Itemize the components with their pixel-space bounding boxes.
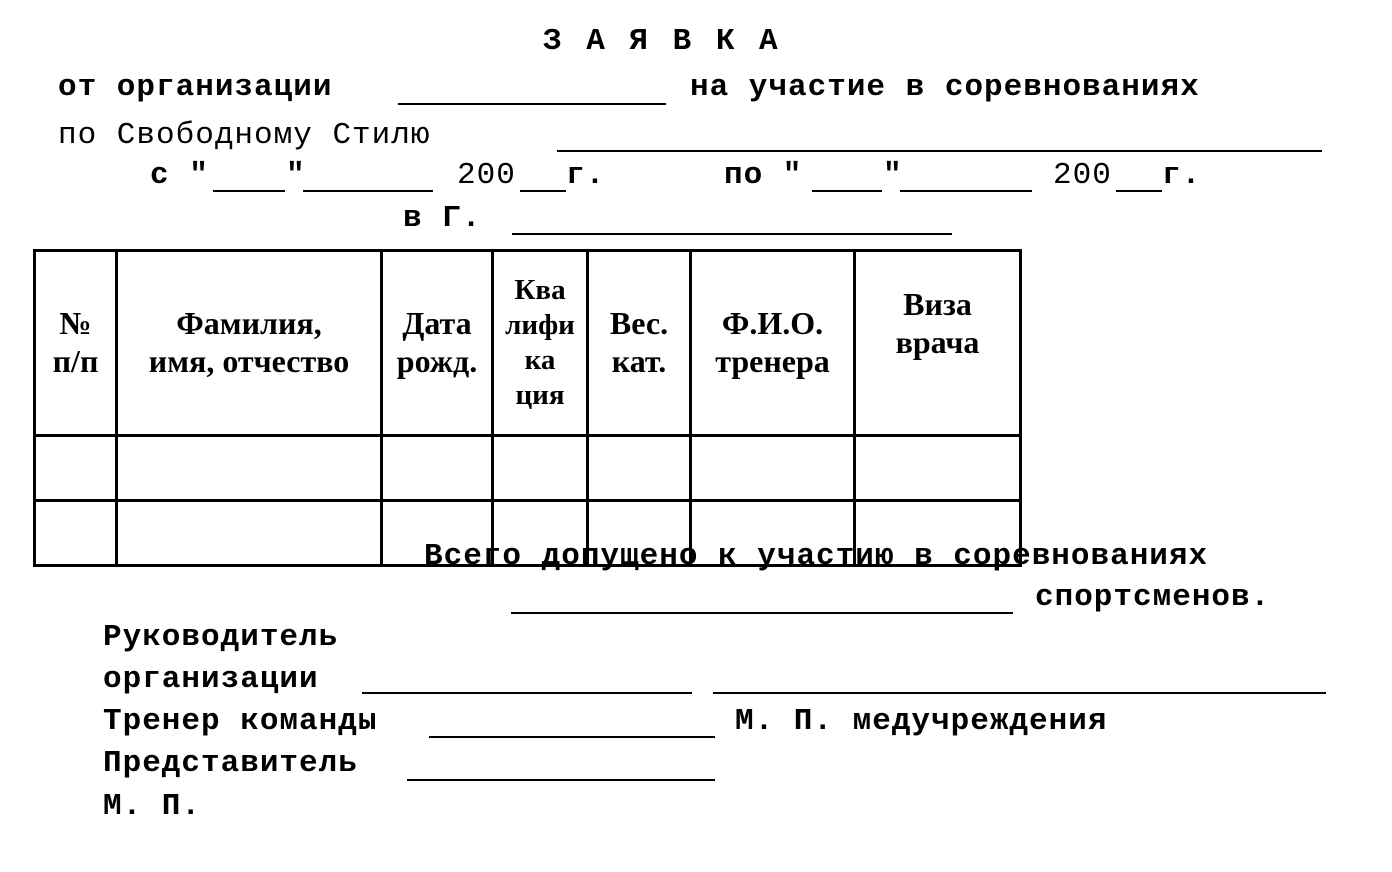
date-from-suffix: г. xyxy=(566,158,606,193)
head-signature-blank[interactable] xyxy=(362,692,692,694)
organization-blank[interactable] xyxy=(398,103,666,105)
table-header-row xyxy=(35,251,1021,436)
table-cell[interactable] xyxy=(117,436,382,501)
table-cell[interactable] xyxy=(117,501,382,566)
date-from-prefix: с " xyxy=(150,158,209,193)
column-header xyxy=(35,251,117,436)
athletes-label: спортсменов. xyxy=(1035,580,1271,615)
total-admitted-blank[interactable] xyxy=(511,612,1013,614)
column-header-text: Вес. кат. xyxy=(609,305,669,379)
column-header xyxy=(691,251,855,436)
head-label-line2: организации xyxy=(103,662,319,697)
total-admitted-label: Всего допущено к участию в соревнованиях xyxy=(424,539,1209,574)
column-header xyxy=(117,251,382,436)
date-to-suffix: г. xyxy=(1162,158,1202,193)
column-header xyxy=(855,251,1021,436)
column-header xyxy=(382,251,493,436)
medical-stamp-label: М. П. медучреждения xyxy=(735,704,1108,739)
table-cell[interactable] xyxy=(35,501,117,566)
competition-name-blank[interactable] xyxy=(557,150,1322,152)
table-cell[interactable] xyxy=(691,436,855,501)
participation-label: на участие в соревнованиях xyxy=(690,70,1200,105)
coach-signature-blank[interactable] xyxy=(429,736,715,738)
coach-label: Тренер команды xyxy=(103,704,378,739)
column-header xyxy=(493,251,588,436)
column-header-text: Ква лифи ка ция xyxy=(505,274,575,411)
date-from-day-blank[interactable] xyxy=(213,190,285,192)
date-from-year: 200 xyxy=(457,158,516,193)
date-from-month-blank[interactable] xyxy=(303,190,433,192)
stamp-label: М. П. xyxy=(103,789,202,824)
table-cell[interactable] xyxy=(382,436,493,501)
city-blank[interactable] xyxy=(512,233,952,235)
column-header-text: Дата рожд. xyxy=(396,305,478,379)
date-to-prefix: по " xyxy=(724,158,803,193)
table-cell[interactable] xyxy=(493,436,588,501)
form-title: З А Я В К А xyxy=(543,24,781,59)
date-from-quote: " xyxy=(286,158,306,193)
date-to-year-blank[interactable] xyxy=(1116,190,1162,192)
participants-table xyxy=(33,249,1022,567)
date-to-day-blank[interactable] xyxy=(812,190,882,192)
organization-label: от организации xyxy=(58,70,333,105)
date-to-year: 200 xyxy=(1053,158,1112,193)
table-cell[interactable] xyxy=(855,436,1021,501)
column-header-text: № п/п xyxy=(52,305,99,379)
column-header-text: Фамилия, имя, отчество xyxy=(148,305,350,379)
column-header-text: Виза врача xyxy=(895,286,980,360)
freestyle-label: по Свободному Стилю xyxy=(58,118,431,153)
table-cell[interactable] xyxy=(588,436,691,501)
date-to-month-blank[interactable] xyxy=(900,190,1032,192)
medical-signature-blank[interactable] xyxy=(713,692,1326,694)
table-row xyxy=(35,436,1021,501)
city-label: в Г. xyxy=(403,201,482,236)
table-cell[interactable] xyxy=(35,436,117,501)
representative-signature-blank[interactable] xyxy=(407,779,715,781)
date-to-quote: " xyxy=(883,158,903,193)
representative-label: Представитель xyxy=(103,746,358,781)
column-header xyxy=(588,251,691,436)
column-header-text: Ф.И.О. тренера xyxy=(715,305,830,379)
head-label-line1: Руководитель xyxy=(103,620,339,655)
date-from-year-blank[interactable] xyxy=(520,190,566,192)
